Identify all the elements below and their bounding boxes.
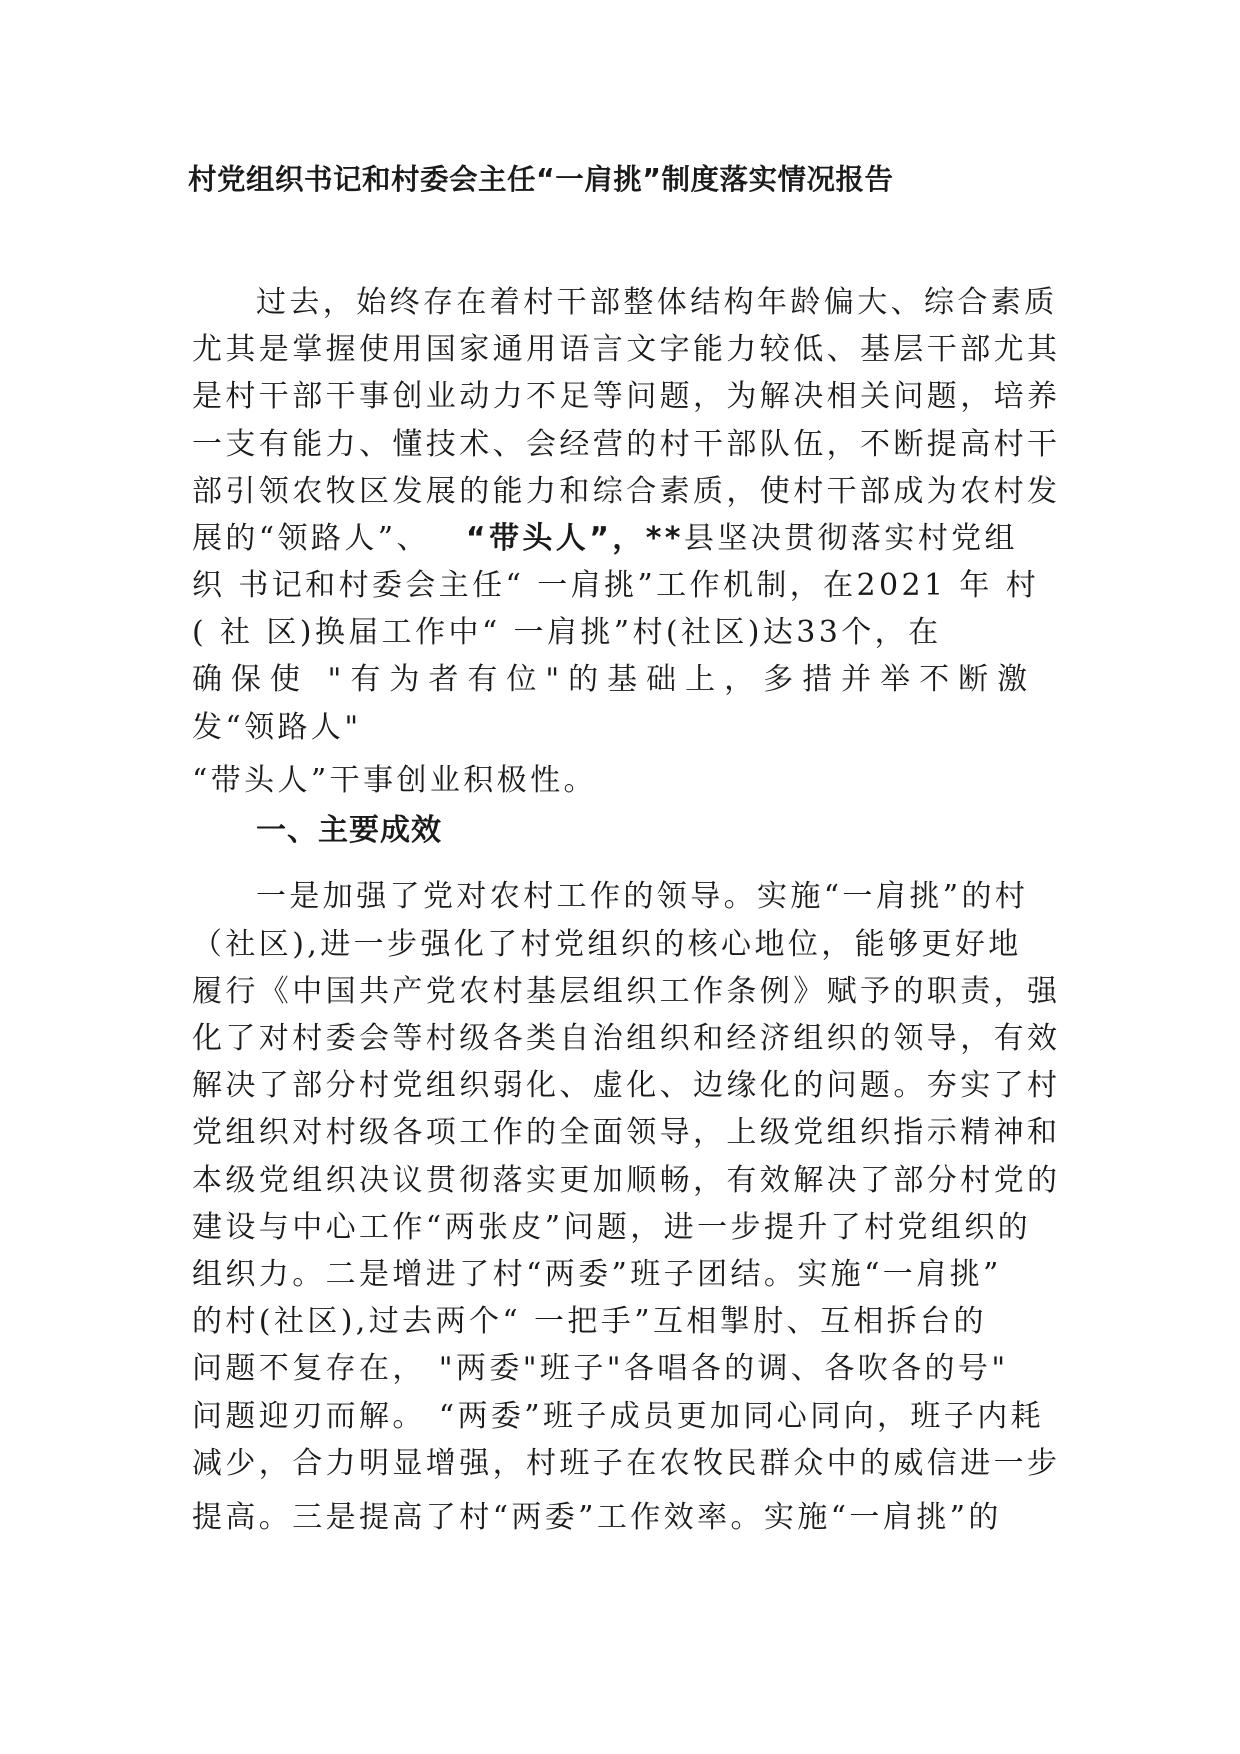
body-line-11: 问题不复存在， "两委"班子"各唱各的调、各吹各的号" <box>192 1351 1009 1386</box>
intro-line-10: 发“领路人" <box>192 710 362 745</box>
body-line-9: 组织力。二是增进了村“两委”班子团结。实施“一肩挑” <box>192 1257 1002 1292</box>
intro-line-6-bold: “带头人”，** <box>465 521 684 556</box>
intro-line-5: 部引领农牧区发展的能力和综合素质，使村干部成为农村发 <box>192 474 1061 509</box>
body-line-3: 履行《中国共产党农村基层组织工作条例》赋予的职责，强 <box>192 974 1061 1009</box>
body-line-12: 问题迎刃而解。 “两委”班子成员更加同心同向，班子内耗 <box>192 1399 1045 1434</box>
body-line-8: 建设与中心工作“两张皮”问题，进一步提升了村党组织的 <box>192 1210 1032 1245</box>
intro-line-7: 织 书记和村委会主任“ 一肩挑”工作机制，在2021 年 村 <box>192 568 1040 603</box>
intro-line-2: 尤其是掌握使用国家通用语言文字能力较低、基层干部尤其 <box>192 332 1061 367</box>
intro-line-4: 一支有能力、懂技术、会经营的村干部队伍，不断提高村干 <box>192 427 1061 462</box>
section-heading: 一、主要成效 <box>256 813 442 848</box>
body-line-1: 一是加强了党对农村工作的领导。实施“一肩挑”的村 <box>256 879 1029 914</box>
body-line-10: 的村(社区),过去两个“ 一把手”互相掣肘、互相拆台的 <box>192 1304 987 1339</box>
intro-line-6-part-c: 县坚决贯彻落实村党组 <box>683 521 1018 556</box>
body-line-7: 本级党组织决议贯彻落实更加顺畅，有效解决了部分村党的 <box>192 1163 1061 1198</box>
document-title: 村党组织书记和村委会主任“一肩挑”制度落实情况报告 <box>188 163 894 196</box>
body-line-6: 党组织对村级各项工作的全面领导，上级党组织指示精神和 <box>192 1115 1061 1150</box>
intro-line-6-part-a: 展的“领路人”、 <box>192 521 430 556</box>
body-line-2: （社区),进一步强化了村党组织的核心地位，能够更好地 <box>192 927 1022 962</box>
intro-line-1: 过去，始终存在着村干部整体结构年龄偏大、综合素质 <box>256 285 1058 320</box>
intro-line-3: 是村干部干事创业动力不足等问题，为解决相关问题，培养 <box>192 379 1061 414</box>
body-line-4: 化了对村委会等村级各类自治组织和经济组织的领导，有效 <box>192 1021 1061 1056</box>
intro-line-8: ( 社 区)换届工作中“ 一肩挑”村(社区)达33个，在 <box>192 615 942 650</box>
body-line-13: 减少，合力明显增强，村班子在农牧民群众中的威信进一步 <box>192 1446 1061 1481</box>
intro-line-6 <box>192 518 1052 560</box>
body-line-5: 解决了部分村党组织弱化、虚化、边缘化的问题。夯实了村 <box>192 1068 1061 1103</box>
intro-line-9: 确保使 "有为者有位"的基础上，多措并举不断激 <box>192 662 1037 697</box>
body-line-14: 提高。三是提高了村“两委”工作效率。实施“一肩挑”的 <box>192 1500 1002 1535</box>
intro-line-11: “带头人”干事创业积极性。 <box>192 763 597 798</box>
